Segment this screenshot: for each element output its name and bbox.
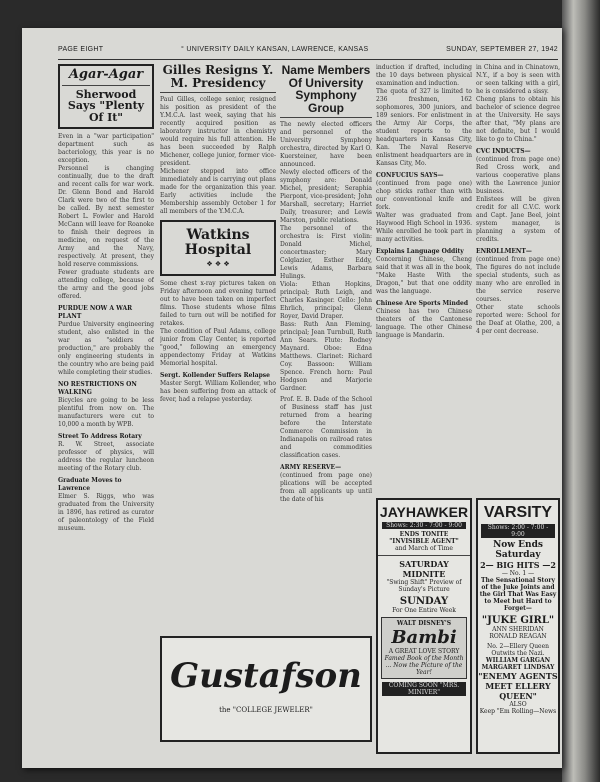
ends-tonite: ENDS TONITE — [399, 531, 449, 538]
subhead: CONFUCIUS SAYS— — [376, 172, 444, 179]
article-paragraph: The personnel of the orchestra is: First violin: Donald Michel, concertmaster; Mary Colglazier, Esther Eddy, Lewis Adams, Barbara Hulings. — [280, 225, 372, 281]
article-paragraph: The condition of Paul Adams, college junior from Clay Center, is reported "good," following an emergency appendectomy Friday at Watkins Memorial hospital. — [160, 327, 276, 367]
page-header — [58, 46, 558, 60]
article-paragraph: Personnel is changing continually, due to the draft and recent calls for war work. Dr. Glenn Bond and Harold Clark were two of the first to be called. By next semester Robert L. Fowler and Harold McCann will leave for Roanoke to finish their degrees in medicine, on request of the Army and the Navy, respectively. At present, they hold reserve commissions. — [58, 165, 154, 269]
article-paragraph: Purdue University engineering student, also enlisted in the war as "soldiers of production," are probably the only engineering students in the country who are being paid while completing their studies. — [58, 321, 154, 377]
article-paragraph: (continued from page one) plications will be accepted from all applicants up until the date of his — [280, 472, 372, 504]
news: Keep "Em Rolling—News — [479, 708, 557, 715]
showtimes: Shows: 2:00 - 7:00 - 9:00 — [481, 524, 555, 538]
article-paragraph: Paul Gilles, college senior, resigned his position as president of the Y.M.C.A. last week, saying that his recently acquired position as laboratory instructor in chemistry would require his full attention. He has been succeeded by Ralph Michener, college junior, former vice-president. — [160, 96, 276, 168]
column-5 — [476, 64, 560, 504]
article-paragraph: Master Sergt. William Kollender, who has been suffering from an attack of fever, had a relapse yesterday. — [160, 379, 276, 403]
subhead: CVC INDUCTS— — [476, 148, 531, 155]
agar-agar-box — [58, 64, 154, 129]
saturday-midnite: SATURDAY MIDNITE — [399, 559, 449, 579]
gustafson-name: Gustafson — [170, 656, 362, 696]
jayhawker-ad — [376, 498, 472, 754]
one-week: For One Entire Week — [392, 607, 456, 614]
subhead: Street To Address Rotary — [58, 433, 142, 441]
subhead: Graduate Moves to Lawrence — [58, 477, 122, 493]
article-paragraph: induction if drafted, including the 10 days between physical examination and induction. — [376, 64, 472, 87]
article-paragraph: The newly elected officers and personnel of the University Symphony orchestra, directed by Karl O. Kuersteiner, have been announced. — [280, 121, 372, 169]
ornament-icon: ❖ ❖ ❖ — [206, 259, 230, 268]
article-paragraph: (continued from page one) The figures do not include special students, such as many who are enrolled in the service reserve courses. — [476, 256, 560, 303]
subhead: Explains Language Oddity — [376, 248, 464, 255]
disney-label: WALT DISNEY'S — [396, 620, 452, 627]
headline: Sherwood Says "Plenty Of It" — [67, 87, 145, 124]
column-4 — [376, 64, 472, 504]
article-paragraph: Viola: Ethan Hopkins, principal; Ruth Leigh, and Charles Kasinger. Cello: John Ehrlich, principal; Glenn Royer, David Draper. — [280, 281, 372, 321]
column-1 — [58, 64, 154, 764]
page-number: PAGE EIGHT — [58, 46, 104, 53]
article-paragraph: Cheng plans to obtain his bachelor of science degree at the University. He says after that, "My plans are not definite, but I would like to go to China." — [476, 96, 560, 143]
article-paragraph: Prof. E. B. Dade of the School of Business staff has just returned from a hearing before the Interstate Commerce Commission in Indianapolis on railroad rates and commodities classification cases. — [280, 396, 372, 460]
subhead: Sergt. Kollender Suffers Relapse — [160, 371, 270, 379]
column-2 — [160, 64, 276, 684]
article-paragraph: Bass: Ruth Ann Fleming, principal; Jean Turnbull, Ruth Ann Sears. Flute: Rodney Maynard. Oboe: Edna Matthews. Clarinet: Richard Coy. Bassoon: William Spence. French horn: Paul Hodgson and Marjorie Gardner. — [280, 321, 372, 393]
newspaper-page — [22, 28, 562, 768]
no1: — No. 1 — — [501, 570, 535, 577]
varsity-ad — [476, 498, 560, 754]
article-paragraph: Walter was graduated from Haywood High School in 1936. While enrolled he took part in many activities. — [376, 212, 472, 243]
article-paragraph: Some chest x-ray pictures taken on Friday afternoon and evening turned out to have been taken on imperfect films. Those students whose films failed to turn out will be notified for retakes. — [160, 279, 276, 327]
subhead: NO RESTRICTIONS ON WALKING — [58, 381, 137, 397]
now-ends: Now Ends Saturday — [493, 540, 543, 560]
box-title: Watkins Hospital — [184, 227, 252, 258]
article-paragraph: (continued from page one) Red Cross work, and various cooperative plans with the Lawrence junior business. — [476, 156, 560, 195]
theater-title: JAYHAWKER — [379, 504, 469, 520]
watkins-hospital-box — [160, 220, 276, 275]
film2-cast: WILLIAM GARGAN MARGARET LINDSAY — [481, 657, 555, 671]
issue-date: SUNDAY, SEPTEMBER 27, 1942 — [446, 46, 558, 53]
article-paragraph: The quota of 327 is limited to 236 freshmen, 162 sophomores, 300 juniors, and 189 seniors. For enlistment in the Army Air Corps, the student reports to the headquarters in Kansas City, Kan. The Naval Reserve enlistment headquarters are in Kansas City, Mo. — [376, 88, 472, 167]
juke-desc: The Sensational Story of the Juke Joints and the Girl That Was Easy to Meet but Hard to Forget— — [479, 577, 557, 612]
article-paragraph: Fewer graduate students are attending college, because of the army and the good jobs offered. — [58, 269, 154, 301]
article-paragraph: Concerning Chinese, Cheng said that it was all in the book, "Make Haste With the Dragon," but that one oddity was the language. — [376, 256, 472, 295]
subhead: ENROLLMENT— — [476, 248, 532, 255]
bambi-title: Bambi — [391, 627, 457, 648]
film2-title: "ENEMY AGENTS MEET ELLERY QUEEN" — [478, 671, 558, 701]
article-paragraph: Michener stepped into office immediately and is carrying out plans made for the organization this year. Early activities include the Membership assembly October 1 for all members of the Y.M.C.A. — [160, 168, 276, 216]
also: ALSO — [509, 701, 527, 708]
subhead: PURDUE NOW A WAR PLANT — [58, 305, 133, 321]
bambi-famed: Famed Book of the Month ... Now the Picture of the Year! — [384, 655, 464, 676]
bambi-tagline: A GREAT LOVE STORY — [388, 648, 460, 655]
headline: Gilles Resigns Y. M. Presidency — [162, 64, 274, 90]
film1-title: "JUKE GIRL" — [481, 615, 555, 626]
subhead: ARMY RESERVE— — [280, 464, 342, 472]
theater-title: VARSITY — [483, 504, 553, 521]
article-paragraph: (continued from page one) chop sticks rather than with our conventional knife and fork. — [376, 180, 472, 211]
kicker: Agar-Agar — [68, 67, 144, 82]
article-paragraph: Chinese has two Chinese theaters of the Cantonese language. The other Chinese language is Mandarin. — [376, 308, 472, 339]
article-paragraph: Other state schools reported were: School for the Deaf at Olathe, 200, a 4 per cent decrease. — [476, 304, 560, 335]
article-paragraph: Elmer S. Riggs, who was graduated from the University in 1896, has retired as curator of paleontology of the Field museum. — [58, 493, 154, 533]
sunday: SUNDAY — [399, 596, 449, 607]
swing-shift: "Swing Shift" Preview of Sunday's Picture — [386, 579, 462, 593]
binding-edge — [562, 0, 600, 782]
subhead: Chinese Are Sports Minded — [376, 300, 469, 307]
march-of-time: and March of Time — [395, 545, 453, 552]
gustafson-ad — [160, 636, 372, 742]
article-paragraph: Enlistees will be given credit for all C.V.C. work and Capt. Jane Beel, joint system manager, is planning a system of credits. — [476, 196, 560, 243]
no2: No. 2—Ellery Queen Outwits the Nazi. — [486, 643, 550, 657]
big-hits: 2— BIG HITS —2 — [480, 560, 556, 570]
coming-soon: COMING SOON "MRS. MINIVER" — [382, 682, 466, 696]
article-paragraph: in China and in Chinatown, N.Y., if a boy is seen with or seen talking with a girl, he is considered a sissy. — [476, 64, 560, 95]
article-paragraph: R. W. Street, associate professor of physics, will address the regular luncheon meeting of the Rotary club. — [58, 441, 154, 473]
article-paragraph: Newly elected officers of the symphony are: Donald Michel, president; Seraphia Pierpont, vice-president; John Marshall, secretary; Harriet Daily, treasurer; and Lewis Marston, public relations. — [280, 169, 372, 225]
feature-title: "INVISIBLE AGENT" — [389, 538, 459, 545]
film1-cast: ANN SHERIDAN RONALD REAGAN — [489, 626, 547, 640]
showtimes: Shows: 2:30 - 7:00 - 9:00 — [382, 522, 466, 529]
headline: Name Members Of University Symphony Group — [281, 64, 371, 115]
article-paragraph: Even in a "war participation" department such as bacteriology, this year is no exception. — [58, 133, 154, 165]
bambi-box — [381, 617, 467, 679]
paper-name: ° UNIVERSITY DAILY KANSAN, LAWRENCE, KANSAS — [181, 46, 369, 53]
article-paragraph: Bicycles are going to be less plentiful from now on. The manufacturers were cut to 10,000 a month by WPB. — [58, 397, 154, 429]
gustafson-tag: the "COLLEGE JEWELER" — [219, 706, 313, 714]
